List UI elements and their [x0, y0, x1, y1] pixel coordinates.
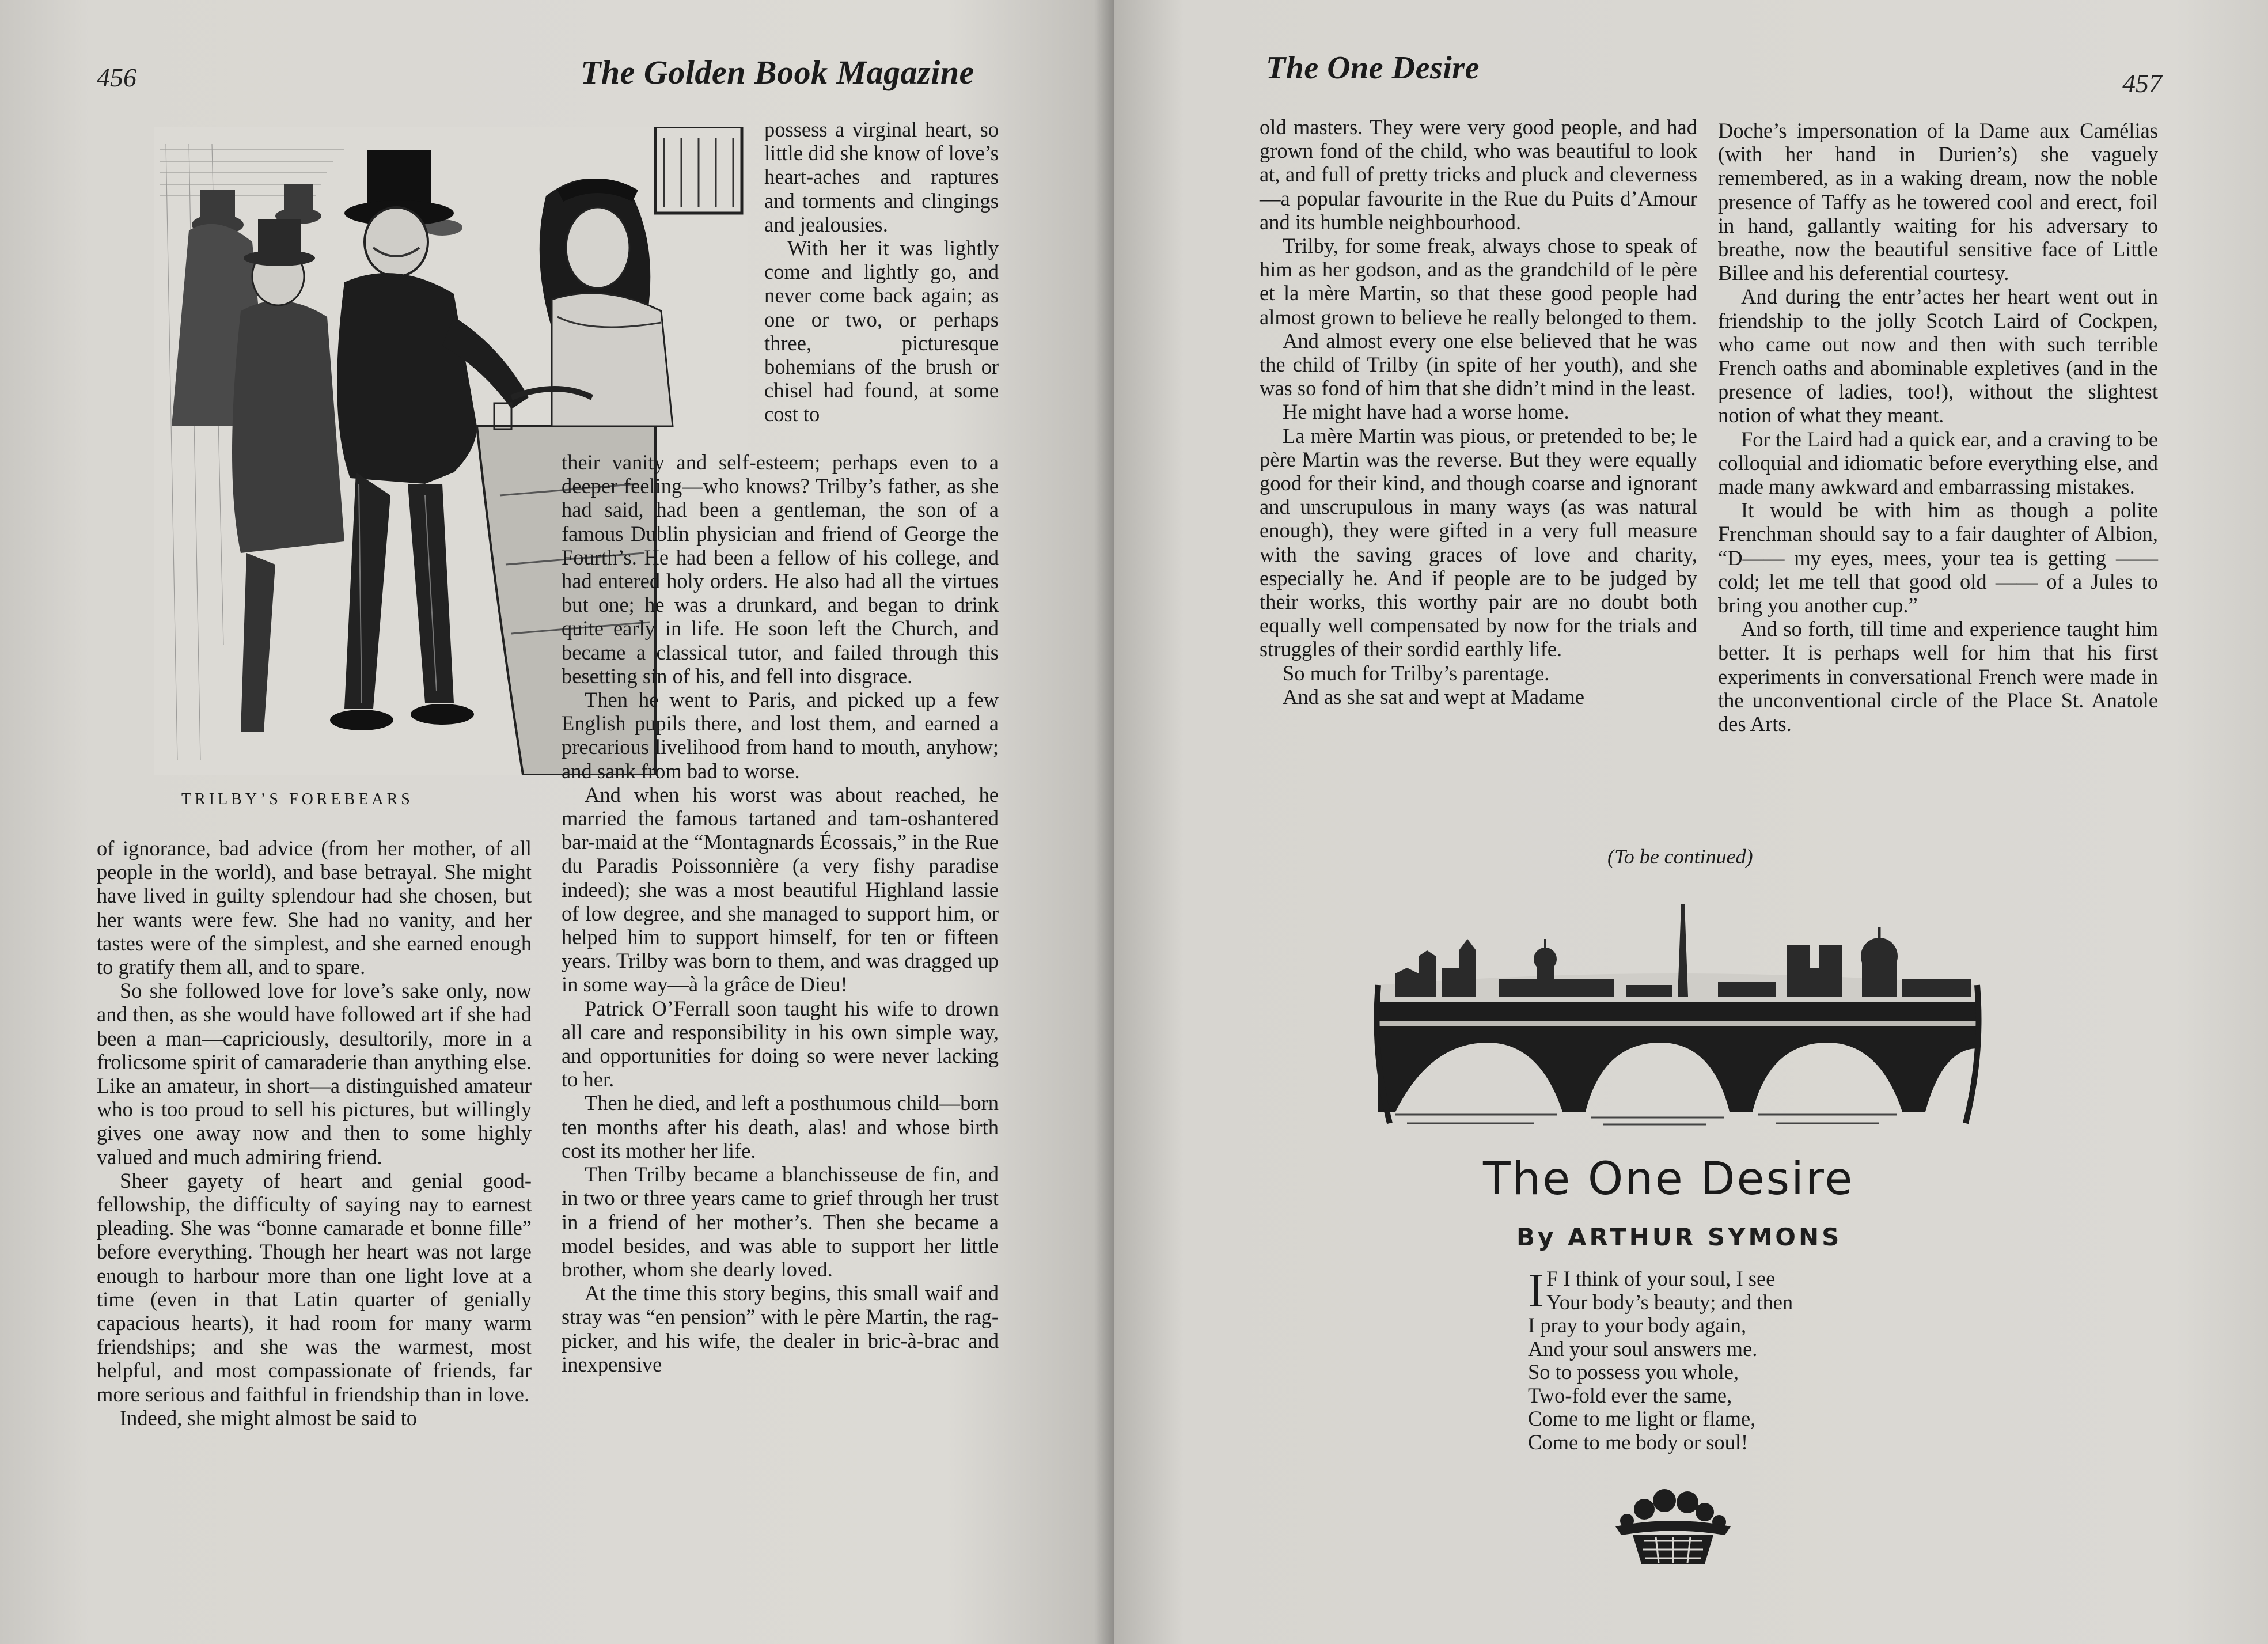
paragraph: possess a virginal heart, so little did she know of love’s heart-aches and raptures and torments and clingings and jealousies. [764, 118, 999, 236]
poem-byline: By ARTHUR SYMONS [1516, 1223, 1842, 1251]
paragraph: And when his worst was about reached, he married the famous tartaned and tam-oshantered bar-maid at the “Montagnards Écossais,” in the Rue du Paradis Poissonnière (a very fishy paradise indeed); she was a most beautiful Highland lassie of low degree, and she managed to support him, or helped him to support himself, for ten or fifteen years. Trilby was born to them, and was dragged up in some way—à la grâce de Dieu! [562, 782, 999, 997]
paragraph: And so forth, till time and experience taught him better. It is perhaps well for him that his first experiments in conversational French were made in the unconventional circle of the Place St. Anatole des Arts. [1718, 617, 2158, 736]
paragraph: It would be with him as though a polite Frenchman should say to a fair daughter of Albion, “D—— my eyes, mees, your tea is getting —— cold; let me tell that good old —— of a Jules to bring you another cup.” [1718, 498, 2158, 618]
paragraph: La mère Martin was pious, or pretended to be; le père Martin was the reverse. But they were equally good for their kind, and though coarse and ignorant and unscrupulous in many ways (as was natural enough), they were gifted in a very full measure with the saving graces of love and charity, especially he. And if people are to be judged by their works, this worthy pair are no doubt both equally well compensated by now for the trials and struggles of their sordid earthly life. [1260, 423, 1697, 661]
paragraph: their vanity and self-esteem; perhaps even to a deeper feeling—who knows? Trilby’s father, as she had said, had been a gentleman, the son of a famous Dublin physician and friend of George the Fourth’s. He had been a fellow of his college, and had entered holy orders. He also had all the virtues but one; he was a drunkard, and began to drink quite early in life. He soon left the Church, and became a classical tutor, and failed through this besetting sin of his, and fell into disgrace. [562, 450, 999, 688]
right-page [1114, 0, 2268, 1644]
paragraph: of ignorance, bad advice (from her mother, of all people in the world), and base betrayal. She might have lived in guilty splendour had she chosen, but her wants were few. She had no vanity, and her tastes were of the simplest, and she earned enough to gratify them all, and to spare. [97, 836, 532, 979]
left-col1 [97, 836, 532, 1430]
poem-line: Your body’s beauty; and then [1546, 1290, 1793, 1314]
paragraph: And almost every one else believed that he was the child of Trilby (in spite of her youth), and she was so fond of him that she didn’t mind in the least. [1260, 328, 1697, 400]
paragraph: Then he died, and left a posthumous child—born ten months after his death, alas! and whose birth cost its mother her life. [562, 1091, 999, 1162]
paragraph: Sheer gayety of heart and genial good-fellowship, the difficulty of saying nay to earnest pleading. She was “bonne camarade et bonne fille” before everything. Though her heart was not large enough to harbour more than one light love at a time (even in that Latin quarter of genially capacious hearts), it had room for many warm friendships; and she was the warmest, most helpful, and most compassionate of friends, far more serious and faithful in friendship than in love. [97, 1168, 532, 1406]
poem-title: The One Desire [1483, 1153, 1854, 1205]
left-col2 [562, 450, 999, 1376]
paris-bridge-illustration [1372, 881, 1983, 1129]
paragraph: old masters. They were very good people, and had grown fond of the child, who was beautiful to look at, and full of pretty tricks and pluck and cleverness—a popular favourite in the Rue du Puits d’Amour and its humble neighbourhood. [1260, 115, 1697, 234]
poem-line: Come to me body or soul! [1528, 1430, 1749, 1454]
running-head-right: The One Desire [1266, 50, 1480, 86]
illustration-caption: TRILBY’S FOREBEARS [181, 790, 414, 808]
poem-line: And your soul answers me. [1528, 1336, 1758, 1361]
paragraph: With her it was lightly come and lightly go, and never come back again; as one or two, or perhaps three, picturesque bohemians of the brush or chisel had found, at some cost to [764, 236, 999, 426]
poem-line: So to possess you whole, [1528, 1360, 1739, 1384]
to-be-continued: (To be continued) [1607, 845, 1753, 868]
left-page [0, 0, 1114, 1644]
paragraph: Doche’s impersonation of la Dame aux Camélias (with her hand in Durien’s) she vaguely remembered, as in a waking dream, now the noble presence of Taffy as he towered cool and erect, foil in hand, gallantly waiting for his adversary to breathe, now the beautiful sensitive face of Little Billee and his deferential courtesy. [1718, 119, 2158, 285]
paragraph: So much for Trilby’s parentage. [1283, 661, 1550, 685]
poem-line: IF I think of your soul, I see [1528, 1264, 1776, 1317]
poem-line: Come to me light or flame, [1528, 1407, 1756, 1430]
page-number-left: 456 [97, 63, 136, 92]
paragraph: Indeed, she might almost be said to [120, 1406, 417, 1430]
paragraph: And during the entr’actes her heart went out in friendship to the jolly Scotch Laird of Cockpen, who came out now and then with such terrible French oaths and abominable expletives (and in the presence of ladies, too!), without the slightest notion of what they meant. [1718, 285, 2158, 427]
poem-line: Two-fold ever the same, [1528, 1383, 1732, 1407]
poem-line: I pray to your body again, [1528, 1313, 1747, 1337]
right-col2 [1718, 119, 2158, 736]
paragraph: And as she sat and wept at Madame [1283, 684, 1585, 709]
paragraph: He might have had a worse home. [1283, 400, 1569, 424]
paragraph: So she followed love for love’s sake only, now and then, as she would have followed art if she had been a man—capriciously, desultorily, more in a frolicsome spirit of camaraderie than anything else. Like an amateur, in short—a distinguished amateur who is too proud to sell his pictures, but willingly gives one away now and then to some highly valued and much admiring friend. [97, 979, 532, 1169]
paragraph: Then he went to Paris, and picked up a few English pupils there, and lost them, and earned a precarious livelihood from hand to mouth, anyhow; and sank from bad to worse. [562, 688, 999, 783]
paragraph: Trilby, for some freak, always chose to speak of him as her godson, and as the grandchild of le père et la mère Martin, so that these good people had almost grown to believe he really belonged to them. [1260, 234, 1697, 329]
poem-body [1528, 1264, 1793, 1454]
paragraph: Then Trilby became a blanchisseuse de fin, and in two or three years came to grief through her trust in a friend of her mother’s. Then she became a model besides, and was able to support her little brother, whom she dearly loved. [562, 1162, 999, 1281]
right-col1 [1260, 115, 1697, 709]
page-number-right: 457 [2122, 69, 2162, 98]
left-col2-top [764, 118, 999, 426]
paragraph: Patrick O’Ferrall soon taught his wife to drown all care and responsibility in his own simple way, and opportunities for doing so were never lacking to her. [562, 996, 999, 1092]
flower-basket-ornament [1610, 1486, 1736, 1573]
paragraph: For the Laird had a quick ear, and a craving to be colloquial and idiomatic before everything else, and made many awkward and embarrassing mistakes. [1718, 427, 2158, 499]
running-head-left: The Golden Book Magazine [581, 54, 974, 91]
paragraph: At the time this story begins, this small waif and stray was “en pension” with le père Martin, the rag-picker, and his wife, the dealer in bric-à-brac and inexpensive [562, 1281, 999, 1376]
